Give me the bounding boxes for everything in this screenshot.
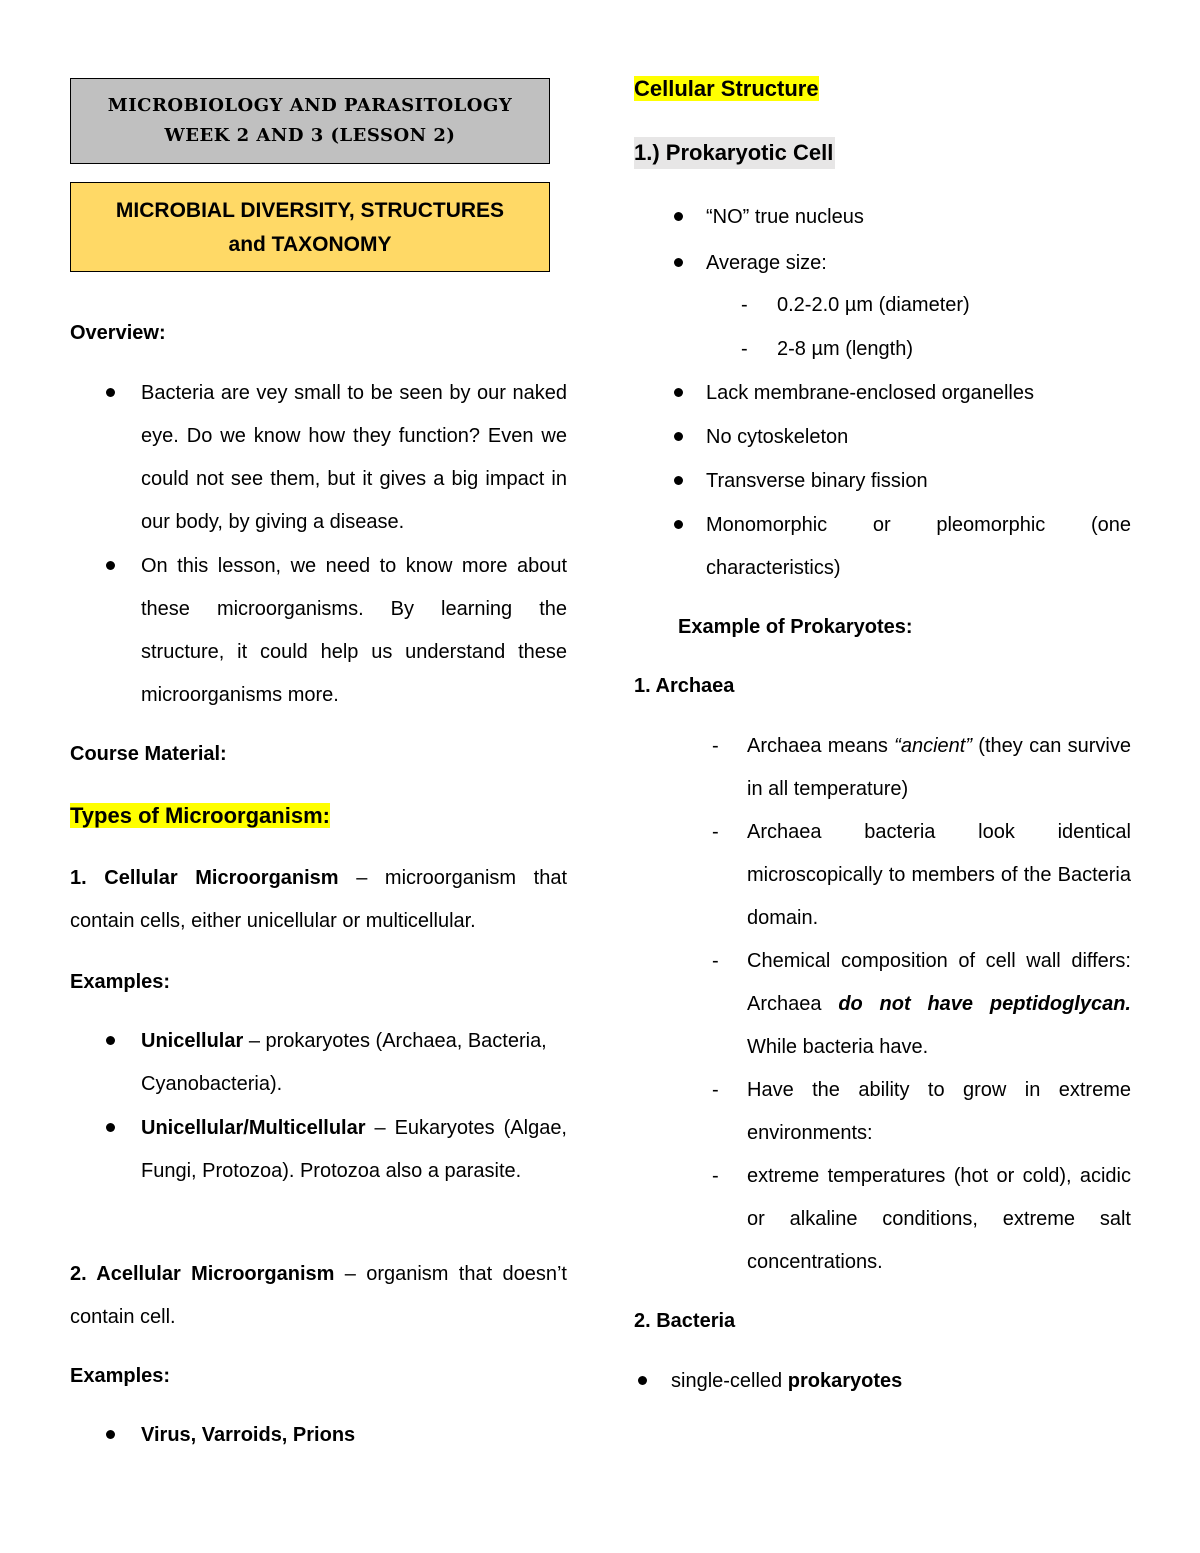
- archaea-item-3: [712, 940, 1131, 1069]
- overview-bullet-text: On this lesson, we need to know more about these microorganisms. By learning the structure, it could help us understand these microorganisms more.: [141, 555, 567, 706]
- archaea-item-4: [712, 1069, 1131, 1155]
- archaea-peptidoglycan: do not have peptidoglycan.: [838, 993, 1131, 1015]
- size-length-item: [741, 328, 1131, 371]
- example-prokaryotes-label: Example of Prokaryotes:: [678, 616, 913, 638]
- bullet-morph: [634, 504, 1131, 590]
- archaea-item-2: [712, 811, 1131, 940]
- unicellular-definition: – prokaryotes (Archaea, Bacteria, Cyanobacteria).: [141, 1030, 547, 1095]
- overview-bullet-1: [70, 372, 567, 544]
- course-title: MICROBIOLOGY AND PARASITOLOGY: [107, 95, 513, 116]
- prokaryotic-heading: 1.) Prokaryotic Cell: [634, 137, 835, 169]
- bacteria-heading: 2. Bacteria: [634, 1310, 736, 1332]
- acellular-examples-text: Virus, Varroids, Prions: [141, 1424, 356, 1446]
- bullet-fission-text: Transverse binary fission: [706, 470, 928, 492]
- overview-label: Overview:: [70, 322, 166, 344]
- acellular-paragraph: [70, 1253, 567, 1339]
- course-title-box: [70, 78, 550, 164]
- size-length-text: 2-8 µm (length): [777, 338, 914, 360]
- bullet-cytoskeleton: [634, 416, 1131, 459]
- lesson-title-line2: and TAXONOMY: [228, 233, 392, 256]
- archaea-item-4-text: Have the ability to grow in extreme environments:: [747, 1079, 1131, 1144]
- unicellular-term: Unicellular: [141, 1030, 244, 1052]
- lesson-title-box: [70, 182, 550, 272]
- acellular-examples-bullet: [70, 1414, 567, 1457]
- bullet-size-text: Average size:: [706, 252, 827, 274]
- bacteria-bullet-text: [671, 1360, 1131, 1403]
- cellular-definition: – microorganism that contain cells, either unicellular or multicellular.: [70, 867, 568, 932]
- dash-marker: -: [712, 735, 719, 757]
- cellular-structure-heading: Cellular Structure: [634, 76, 819, 101]
- archaea-item-5: [712, 1155, 1131, 1284]
- archaea-ancient: “ancient”: [894, 735, 972, 757]
- cellular-paragraph: [70, 857, 567, 943]
- lesson-title-line1: MICROBIAL DIVERSITY, STRUCTURES: [115, 199, 505, 222]
- archaea-item-5-text: extreme temperatures (hot or cold), acidic or alkaline conditions, extreme salt concentrations.: [747, 1165, 1131, 1273]
- acellular-definition: – organism that doesn’t contain cell.: [70, 1263, 567, 1328]
- bullet-nucleus-text: “NO” true nucleus: [706, 206, 864, 228]
- archaea-text: Chemical composition of cell wall differs: Archaea: [747, 950, 1131, 1015]
- cellular-term: 1. Cellular Microorganism: [70, 867, 339, 889]
- bacteria-text: single-celled: [671, 1370, 788, 1392]
- size-diameter-item: [741, 284, 1131, 327]
- dash-marker: -: [712, 1079, 719, 1101]
- types-heading: Types of Microorganism:: [70, 803, 330, 828]
- unicellular-bullet: [70, 1020, 567, 1106]
- archaea-item-1-text: [747, 725, 1131, 811]
- course-week: WEEK 2 AND 3 (LESSON 2): [164, 125, 456, 146]
- bullet-cytoskeleton-text: No cytoskeleton: [706, 426, 849, 448]
- bullet-nucleus: [634, 196, 1131, 239]
- archaea-item-1: [712, 725, 1131, 811]
- bullet-fission: [634, 460, 1131, 503]
- examples-label-1: Examples:: [70, 971, 171, 993]
- archaea-heading: 1. Archaea: [634, 675, 735, 697]
- bullet-morph-text: Monomorphic or pleomorphic (one characteristics): [706, 514, 1131, 579]
- archaea-item-3-text: [747, 940, 1131, 1069]
- overview-bullet-2: [70, 545, 567, 717]
- acellular-term: 2. Acellular Microorganism: [70, 1263, 335, 1285]
- dash-marker: -: [712, 1165, 719, 1187]
- multicellular-text: [141, 1107, 567, 1193]
- overview-bullet-text: Bacteria are vey small to be seen by our naked eye. Do we know how they function? Even we could not see them, but it gives a big impact in our body, by giving a disease.: [141, 382, 567, 533]
- archaea-item-2-text: Archaea bacteria look identical microscopically to members of the Bacteria domain.: [747, 821, 1131, 929]
- multicellular-definition: – Eukaryotes (Algae, Fungi, Protozoa). Protozoa also a parasite.: [141, 1117, 567, 1182]
- types-heading-wrap: [70, 800, 567, 832]
- bacteria-bullet-1: [634, 1360, 1131, 1403]
- bullet-size: [634, 242, 1131, 285]
- cellular-structure-wrap: [634, 73, 1131, 105]
- archaea-text: While bacteria have.: [747, 1036, 929, 1058]
- multicellular-term: Unicellular/Multicellular: [141, 1117, 366, 1139]
- archaea-text: Archaea means: [747, 735, 895, 757]
- bacteria-prokaryotes: prokaryotes: [787, 1370, 903, 1392]
- dash-marker: -: [741, 294, 748, 316]
- unicellular-text: [141, 1020, 567, 1106]
- course-material-label: Course Material:: [70, 743, 227, 765]
- examples-label-2: Examples:: [70, 1365, 171, 1387]
- bullet-organelles-text: Lack membrane-enclosed organelles: [706, 382, 1034, 404]
- archaea-text: (they can survive in all temperature): [747, 735, 1132, 800]
- prokaryotic-heading-wrap: [634, 137, 1131, 169]
- dash-marker: -: [741, 338, 748, 360]
- size-diameter-text: 0.2-2.0 µm (diameter): [777, 294, 970, 316]
- dash-marker: -: [712, 821, 719, 843]
- multicellular-bullet: [70, 1107, 567, 1193]
- bullet-organelles: [634, 372, 1131, 415]
- dash-marker: -: [712, 950, 719, 972]
